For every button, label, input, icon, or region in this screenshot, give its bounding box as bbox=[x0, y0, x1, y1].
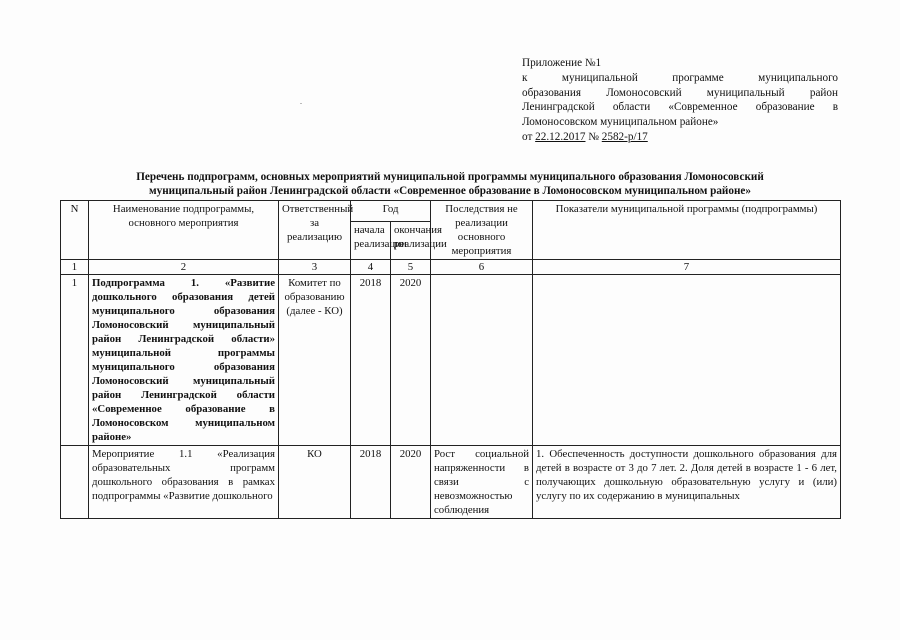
subprogram-table bbox=[60, 200, 841, 519]
header-responsible: Ответственный за реализацию bbox=[279, 201, 351, 260]
title-line: муниципальный район Ленинградской области «Современное образование в Ломоносовском муниципальном районе» bbox=[149, 185, 751, 197]
date-prefix: от bbox=[522, 130, 536, 143]
appendix-number-value: 2582-р/17 bbox=[601, 130, 648, 143]
document-title bbox=[60, 170, 840, 198]
appendix-number: Приложение №1 bbox=[522, 57, 602, 69]
header-indicators: Показатели муниципальной программы (подпрограммы) bbox=[533, 201, 841, 260]
row-end-year: 2020 bbox=[391, 446, 431, 519]
header-name: Наименование подпрограммы, основного мероприятия bbox=[89, 201, 279, 260]
row-name-cell bbox=[89, 446, 279, 519]
column-number: 4 bbox=[351, 260, 391, 275]
row-consequences: Рост социальной напряженности в связи с невозможностью соблюдения bbox=[434, 448, 529, 516]
row-responsible: Комитет по образованию (далее - КО) bbox=[279, 275, 351, 446]
header-year-start: начала реализации bbox=[351, 221, 391, 259]
row-end-year: 2020 bbox=[391, 275, 431, 446]
column-number: 2 bbox=[89, 260, 279, 275]
table-header-row bbox=[61, 201, 841, 222]
row-indicators: 1. Обеспеченность доступности дошкольного образования для детей в возрасте от 3 до 7 лет. 2. Доля детей в возрасте 1 - 6 лет, получающих дошкольную образовательную услугу и (или) услугу по их содержанию в муниципальных bbox=[536, 448, 837, 502]
title-line: Перечень подпрограмм, основных мероприятий муниципальной программы муниципального образования Ломоносовский bbox=[136, 171, 764, 183]
row-consequences-cell bbox=[431, 446, 533, 519]
row-name: Подпрограмма 1. «Развитие дошкольного образования детей муниципального образования Ломоносовский муниципальный район Ленинградской области» муниципальной программы муниципального образования Ломоносовский муниципальный район Ленинградской области «Современное образование в Ломоносовском муниципальном районе» bbox=[89, 275, 279, 446]
row-start-year: 2018 bbox=[351, 275, 391, 446]
row-name: Мероприятие 1.1 «Реализация образовательных программ дошкольного образования в рамках подпрограммы «Развитие дошкольного bbox=[92, 448, 275, 502]
row-responsible: КО bbox=[279, 446, 351, 519]
column-number: 3 bbox=[279, 260, 351, 275]
row-consequences bbox=[431, 275, 533, 446]
appendix-header bbox=[522, 56, 838, 145]
header-year: Год bbox=[351, 201, 431, 222]
scan-speck bbox=[300, 103, 302, 104]
number-label: № bbox=[585, 130, 602, 143]
row-start-year: 2018 bbox=[351, 446, 391, 519]
row-indicators bbox=[533, 275, 841, 446]
appendix-line: образования Ломоносовский муниципальный район bbox=[522, 86, 838, 99]
column-number-row bbox=[61, 260, 841, 275]
appendix-line: Ломоносовском муниципальном районе» bbox=[522, 116, 719, 129]
table-row bbox=[61, 446, 841, 519]
header-consequences: Последствия не реализации основного мероприятия bbox=[431, 201, 533, 260]
appendix-line: Ленинградской области «Современное образование в bbox=[522, 101, 838, 114]
column-number: 7 bbox=[533, 260, 841, 275]
row-number bbox=[61, 446, 89, 519]
row-number: 1 bbox=[61, 275, 89, 446]
appendix-date: 22.12.2017 bbox=[535, 130, 586, 143]
appendix-line: к муниципальной программе муниципального bbox=[522, 71, 838, 84]
column-number: 1 bbox=[61, 260, 89, 275]
column-number: 6 bbox=[431, 260, 533, 275]
table-row bbox=[61, 275, 841, 446]
appendix-date-line bbox=[522, 130, 838, 145]
header-year-end: окончания реализации bbox=[391, 221, 431, 259]
header-number: N bbox=[61, 201, 89, 260]
row-indicators-cell bbox=[533, 446, 841, 519]
column-number: 5 bbox=[391, 260, 431, 275]
